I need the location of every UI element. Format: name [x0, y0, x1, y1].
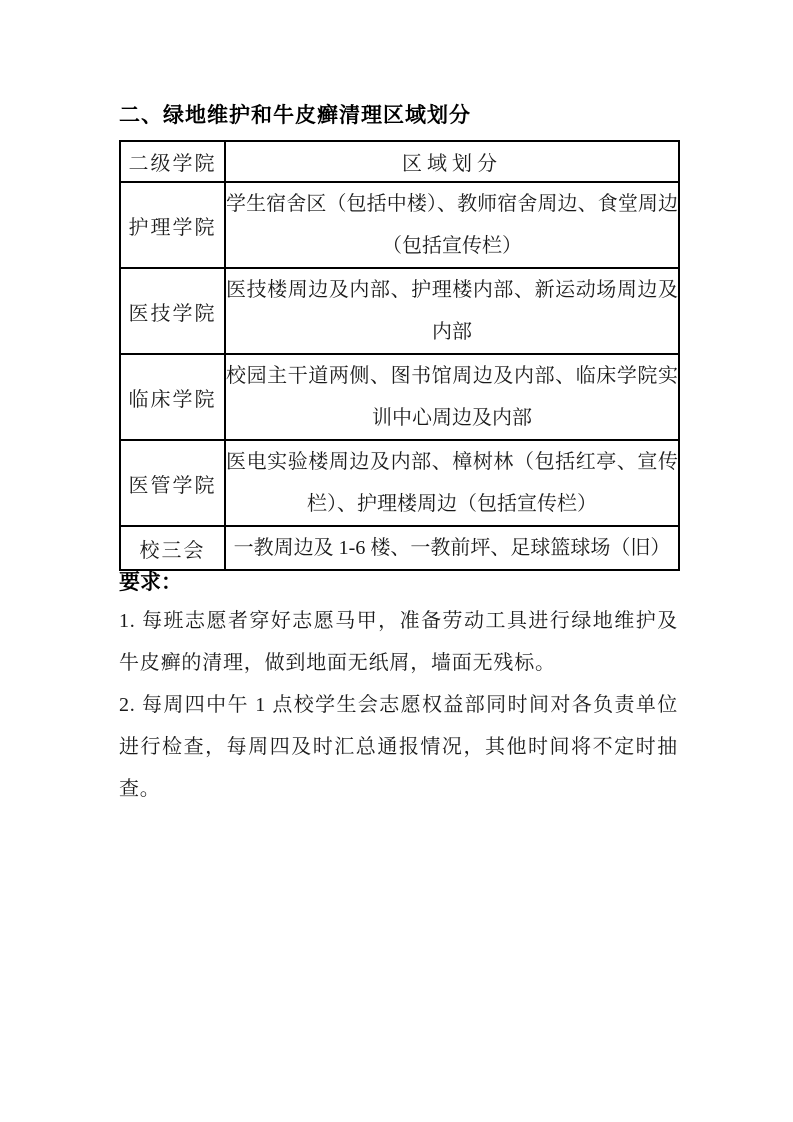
- college-cell: 临床学院: [120, 354, 225, 440]
- areas-cell: 一教周边及 1-6 楼、一教前坪、足球篮球场（旧）: [225, 526, 679, 570]
- table-row: [120, 440, 679, 526]
- requirement-item: 1. 每班志愿者穿好志愿马甲，准备劳动工具进行绿地维护及牛皮癣的清理，做到地面无纸屑，墙面无残标。: [119, 610, 678, 674]
- college-cell: 医管学院: [120, 440, 225, 526]
- areas-cell: 学生宿舍区（包括中楼）、教师宿舍周边、食堂周边（包括宣传栏）: [225, 182, 679, 268]
- table-row: [120, 526, 679, 570]
- areas-cell: 医技楼周边及内部、护理楼内部、新运动场周边及内部: [225, 268, 679, 354]
- header-cell-areas: 区域划分: [225, 141, 679, 182]
- college-cell: 校三会: [120, 526, 225, 570]
- section-heading: 二、绿地维护和牛皮癣清理区域划分: [119, 104, 471, 127]
- table-row: [120, 354, 679, 440]
- areas-cell: 校园主干道两侧、图书馆周边及内部、临床学院实训中心周边及内部: [225, 354, 679, 440]
- area-division-table: [119, 140, 680, 571]
- college-cell: 医技学院: [120, 268, 225, 354]
- header-cell-college: 二级学院: [120, 141, 225, 182]
- college-cell: 护理学院: [120, 182, 225, 268]
- requirements-heading: 要求：: [119, 571, 182, 594]
- table-row: [120, 182, 679, 268]
- table-header-row: [120, 141, 679, 182]
- areas-cell: 医电实验楼周边及内部、樟树林（包括红亭、宣传栏）、护理楼周边（包括宣传栏）: [225, 440, 679, 526]
- requirement-item: 2. 每周四中午 1 点校学生会志愿权益部同时间对各负责单位进行检查，每周四及时汇总通报情况，其他时间将不定时抽查。: [119, 694, 678, 800]
- table-row: [120, 268, 679, 354]
